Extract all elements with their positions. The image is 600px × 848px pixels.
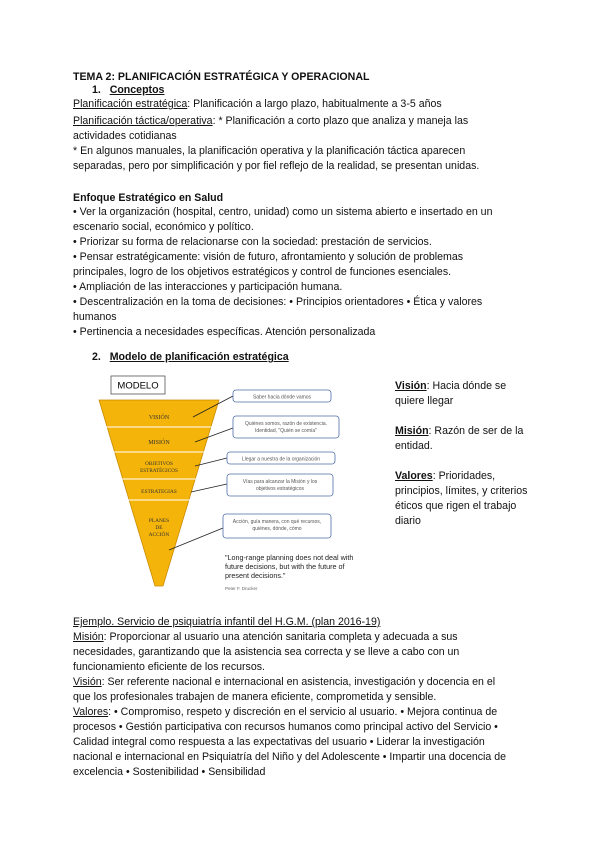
side-definitions	[395, 379, 535, 544]
enfoque-line: • Descentralización en la toma de decisiones: • Principios orientadores • Ética y valores	[73, 296, 483, 308]
ejemplo-mision-term: Misión	[73, 631, 104, 643]
ejemplo-valores-line: procesos • Gestión participativa con recursos humanos como principal activo del Servicio •	[73, 721, 498, 733]
side-valores-term: Valores	[395, 470, 433, 482]
level-estrategias: ESTRATEGIAS	[141, 489, 177, 495]
side-valores-text: : Prioridades, principios, límites, y criterios éticos que rigen el trabajo diario	[395, 470, 528, 527]
page-title: TEMA 2: PLANIFICACIÓN ESTRATÉGICA Y OPERACIONAL	[73, 71, 370, 83]
side-mision-text: : Razón de ser de la entidad.	[395, 425, 524, 452]
level-objetivos: OBJETIVOS ESTRATÉGICOS	[140, 461, 178, 474]
side-mision-term: Misión	[395, 425, 429, 437]
ejemplo-valores-line: nacional e internacional en Psiquiatría del Niño y del Adolescente • Impartir una docencia de	[73, 751, 507, 763]
section-2-number: 2.	[92, 351, 101, 363]
callout-objetivos: Llegar a nuestra de la organización	[241, 456, 321, 463]
quote-author: Peter F. Drucker	[225, 586, 258, 591]
enfoque-line: • Ver la organización (hospital, centro, unidad) como un sistema abierto e insertado en un	[73, 206, 493, 218]
enfoque-line: • Pertinencia a necesidades específicas. Atención personalizada	[73, 326, 376, 338]
note-line-1: * En algunos manuales, la planificación operativa y la planificación táctica aparecen	[73, 145, 466, 157]
ejemplo-valores-term: Valores	[73, 706, 109, 718]
level-vision: VISIÓN	[148, 415, 170, 421]
enfoque-line: escenario social, económico y político.	[73, 221, 254, 233]
def-estrategica-text: : Planificación a largo plazo, habitualmente a 3-5 años	[187, 98, 442, 110]
ejemplo-valores	[73, 706, 497, 719]
callout-estrategias: Vías para alcanzar la Misión y los objetivos estratégicos	[242, 479, 318, 492]
enfoque-line: • Ampliación de las interacciones y participación humana.	[73, 281, 343, 293]
side-vision-text: : Hacia dónde se quiere llegar	[395, 380, 507, 407]
callout-vision: Saber hacia dónde vamos	[252, 394, 312, 401]
ejemplo-heading: Ejemplo. Servicio de psiquiatría infantil del H.G.M. (plan 2016-19)	[73, 616, 381, 628]
def-tactica	[73, 115, 468, 128]
ejemplo-valores-line: Calidad integral como respuesta a las expectativas del usuario • Liderar la investigación	[73, 736, 485, 748]
strategic-model-diagram	[73, 372, 373, 592]
enfoque-line: • Priorizar su forma de relacionarse con la sociedad: prestación de servicios.	[73, 236, 432, 248]
callout-box	[233, 416, 339, 438]
section-2-title: Modelo de planificación estratégica	[109, 351, 289, 363]
section-1-heading	[92, 84, 164, 97]
callout-planes: Acción, guía manera, con qué recursos, quiénes, dónde, cómo	[232, 519, 322, 532]
ejemplo-mision-text: : Proporcionar al usuario una atención sanitaria completa y adecuada a sus	[103, 631, 458, 643]
model-label: MODELO	[117, 380, 159, 392]
enfoque-line: humanos	[73, 311, 117, 323]
def-tactica-text: : * Planificación a corto plazo que analiza y maneja las	[212, 115, 469, 127]
ejemplo-mision	[73, 631, 458, 644]
level-planes: PLANES DE ACCIÓN	[148, 518, 170, 538]
callout-box	[227, 474, 333, 496]
ejemplo-mision-line: necesidades, garantizando que la asistencia sea correcta y se lleve a cabo con un	[73, 646, 460, 658]
ejemplo-valores-line: excelencia • Sostenibilidad • Sensibilidad	[73, 766, 266, 778]
side-valores	[395, 469, 535, 529]
enfoque-line: • Pensar estratégicamente: visión de futuro, afrontamiento y solución de problemas	[73, 251, 464, 263]
side-vision-term: Visión	[395, 380, 427, 392]
ejemplo-vision	[73, 676, 495, 689]
side-mision	[395, 424, 535, 454]
enfoque-heading: Enfoque Estratégico en Salud	[73, 192, 224, 204]
drucker-quote: "Long-range planning does not deal with future decisions, but with the future of present decisions."	[225, 553, 354, 580]
side-vision	[395, 379, 535, 409]
note-line-2: separadas, pero por simplificación y por fiel reflejo de la realidad, se presentan unidas.	[73, 160, 480, 172]
level-mision: MISIÓN	[148, 440, 170, 446]
ejemplo-vision-line: que los profesionales trabajen de manera eficiente, comprometida y sensible.	[73, 691, 437, 703]
def-tactica-cont: actividades cotidianas	[73, 130, 177, 142]
section-1-number: 1.	[92, 84, 101, 96]
callout-mision: Quiénes somos, razón de existencia. Identidad, "Quién se comía"	[245, 421, 327, 434]
section-1-title: Conceptos	[109, 84, 165, 96]
ejemplo-vision-text: : Ser referente nacional e internacional en asistencia, investigación y docencia en el	[101, 676, 496, 688]
def-estrategica	[73, 98, 442, 111]
ejemplo-mision-line: funcionamiento eficiente de los recursos.	[73, 661, 265, 673]
def-estrategica-term: Planificación estratégica	[73, 98, 188, 110]
enfoque-line: principales, logro de los objetivos estratégicos y control de funciones esenciales.	[73, 266, 452, 278]
section-2-heading	[92, 351, 289, 364]
ejemplo-valores-text: : • Compromiso, respeto y discreción en el servicio al usuario. • Mejora continua de	[108, 706, 498, 718]
def-tactica-term: Planificación táctica/operativa	[73, 115, 213, 127]
connector-line	[191, 484, 227, 492]
ejemplo-vision-term: Visión	[73, 676, 102, 688]
